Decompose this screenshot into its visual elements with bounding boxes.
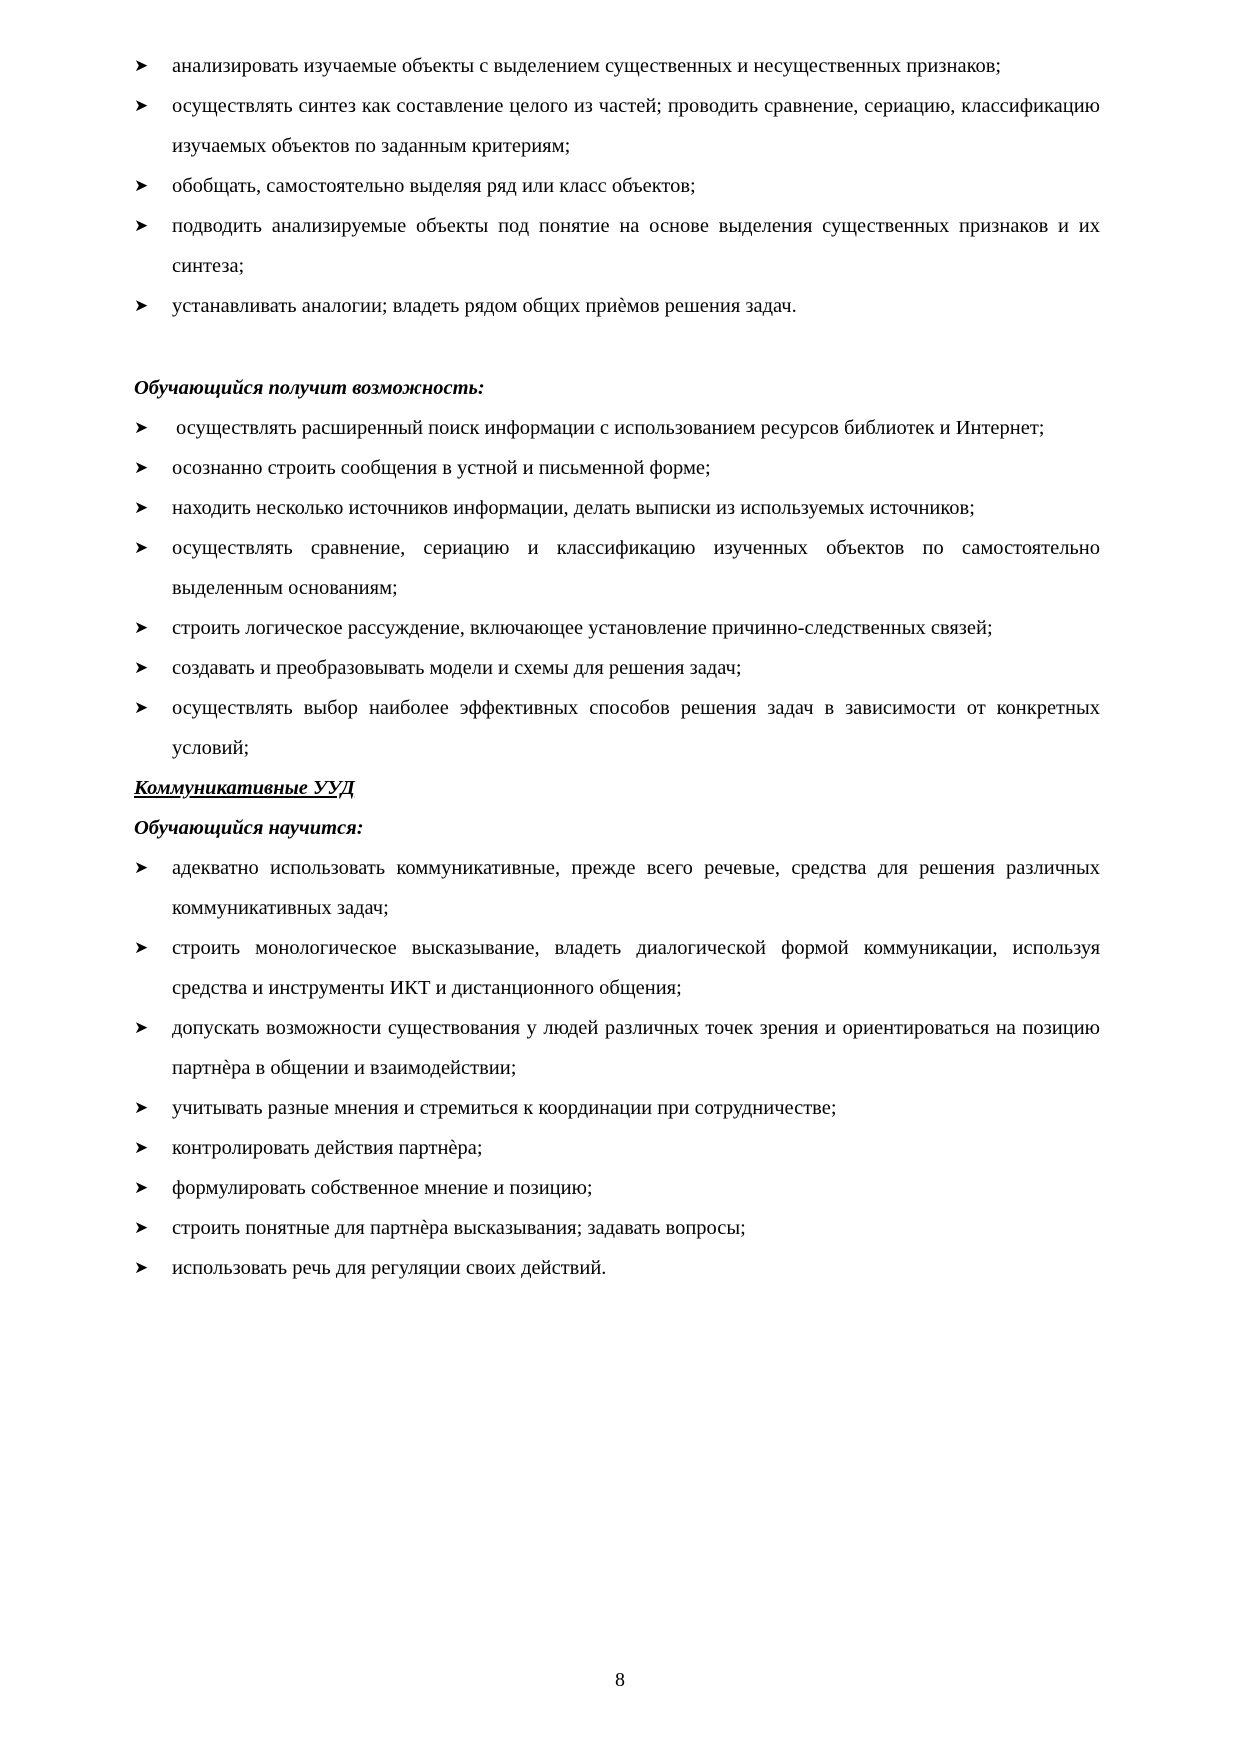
list-item-text: подводить анализируемые объекты под понятие на основе выделения существенных признаков и их синтеза;	[172, 215, 1100, 277]
list-item-text: осуществлять сравнение, сериацию и классификацию изученных объектов по самостоятельно выделенным основаниям;	[172, 537, 1100, 599]
list-item-text: осознанно строить сообщения в устной и письменной форме;	[172, 457, 711, 479]
list-item-text: учитывать разные мнения и стремиться к координации при сотрудничестве;	[172, 1097, 837, 1119]
list-item-text: осуществлять синтез как составление целого из частей; проводить сравнение, сериацию, классификацию изучаемых объектов по заданным критериям;	[172, 95, 1100, 157]
list-item-text: формулировать собственное мнение и позицию;	[172, 1177, 593, 1199]
bullet-arrow-icon: ➤	[134, 1098, 149, 1117]
bullet-list-communicative	[100, 848, 1100, 1288]
list-item	[100, 1008, 1100, 1088]
bullet-arrow-icon: ➤	[134, 216, 149, 235]
bullet-arrow-icon: ➤	[134, 1138, 149, 1157]
list-item	[100, 928, 1100, 1008]
bullet-arrow-icon: ➤	[134, 1178, 149, 1197]
list-item-text: обобщать, самостоятельно выделяя ряд или класс объектов;	[172, 175, 696, 197]
list-item-text: контролировать действия партнѐра;	[172, 1137, 483, 1159]
bullet-arrow-icon: ➤	[134, 1258, 149, 1277]
page-number: 8	[615, 1669, 625, 1691]
section-spacer	[100, 326, 1100, 368]
page-content	[100, 46, 1100, 1288]
bullet-list-opportunity	[100, 408, 1100, 768]
list-item-text: адекватно использовать коммуникативные, прежде всего речевые, средства для решения различных коммуникативных задач;	[172, 857, 1100, 919]
list-item-text: устанавливать аналогии; владеть рядом общих приѐмов решения задач.	[172, 295, 797, 317]
list-item	[100, 608, 1100, 648]
list-item	[100, 528, 1100, 608]
list-item-text: использовать речь для регуляции своих действий.	[172, 1257, 607, 1279]
bullet-arrow-icon: ➤	[134, 618, 149, 637]
bullet-arrow-icon: ➤	[134, 658, 149, 677]
bullet-arrow-icon: ➤	[134, 498, 149, 517]
list-item	[100, 848, 1100, 928]
bullet-arrow-icon: ➤	[134, 296, 149, 315]
list-item	[100, 286, 1100, 326]
list-item-text: строить понятные для партнѐра высказывания; задавать вопросы;	[172, 1217, 746, 1239]
list-item	[100, 46, 1100, 86]
list-item	[100, 206, 1100, 286]
list-item	[100, 86, 1100, 166]
bullet-arrow-icon: ➤	[134, 96, 149, 115]
list-item-text: находить несколько источников информации, делать выписки из используемых источников;	[172, 497, 975, 519]
bullet-arrow-icon: ➤	[134, 538, 149, 557]
list-item-text: осуществлять выбор наиболее эффективных способов решения задач в зависимости от конкретных условий;	[172, 697, 1100, 759]
bullet-arrow-icon: ➤	[134, 458, 149, 477]
bullet-arrow-icon: ➤	[134, 858, 149, 877]
bullet-arrow-icon: ➤	[134, 176, 149, 195]
bullet-arrow-icon: ➤	[134, 418, 149, 437]
list-item-text: анализировать изучаемые объекты с выделением существенных и несущественных признаков;	[172, 55, 1002, 77]
list-item	[100, 448, 1100, 488]
bullet-list-cognitive	[100, 46, 1100, 326]
list-item-text: создавать и преобразовывать модели и схемы для решения задач;	[172, 657, 742, 679]
list-item	[100, 1248, 1100, 1288]
section-heading-opportunity: Обучающийся получит возможность:	[134, 377, 485, 399]
list-item	[100, 166, 1100, 206]
list-item	[100, 688, 1100, 768]
bullet-arrow-icon: ➤	[134, 1018, 149, 1037]
list-item-text: допускать возможности существования у людей различных точек зрения и ориентироваться на позицию партнѐра в общении и взаимодействии;	[172, 1017, 1100, 1079]
list-item	[100, 488, 1100, 528]
list-item	[100, 1208, 1100, 1248]
list-item-text: строить логическое рассуждение, включающее установление причинно-следственных связей;	[172, 617, 993, 639]
list-item-text: строить монологическое высказывание, владеть диалогической формой коммуникации, используя средства и инструменты ИКТ и дистанционного общения;	[172, 937, 1100, 999]
list-item	[100, 1168, 1100, 1208]
list-item-text: осуществлять расширенный поиск информации с использованием ресурсов библиотек и Интернет;	[176, 417, 1045, 439]
bullet-arrow-icon: ➤	[134, 698, 149, 717]
list-item	[100, 1088, 1100, 1128]
list-item	[100, 408, 1100, 448]
list-item	[100, 1128, 1100, 1168]
bullet-arrow-icon: ➤	[134, 56, 149, 75]
bullet-arrow-icon: ➤	[134, 938, 149, 957]
list-item	[100, 648, 1100, 688]
section-heading-communicative: Коммуникативные УУД	[134, 777, 355, 799]
bullet-arrow-icon: ➤	[134, 1218, 149, 1237]
section-subheading-will-learn: Обучающийся научится:	[134, 817, 364, 839]
